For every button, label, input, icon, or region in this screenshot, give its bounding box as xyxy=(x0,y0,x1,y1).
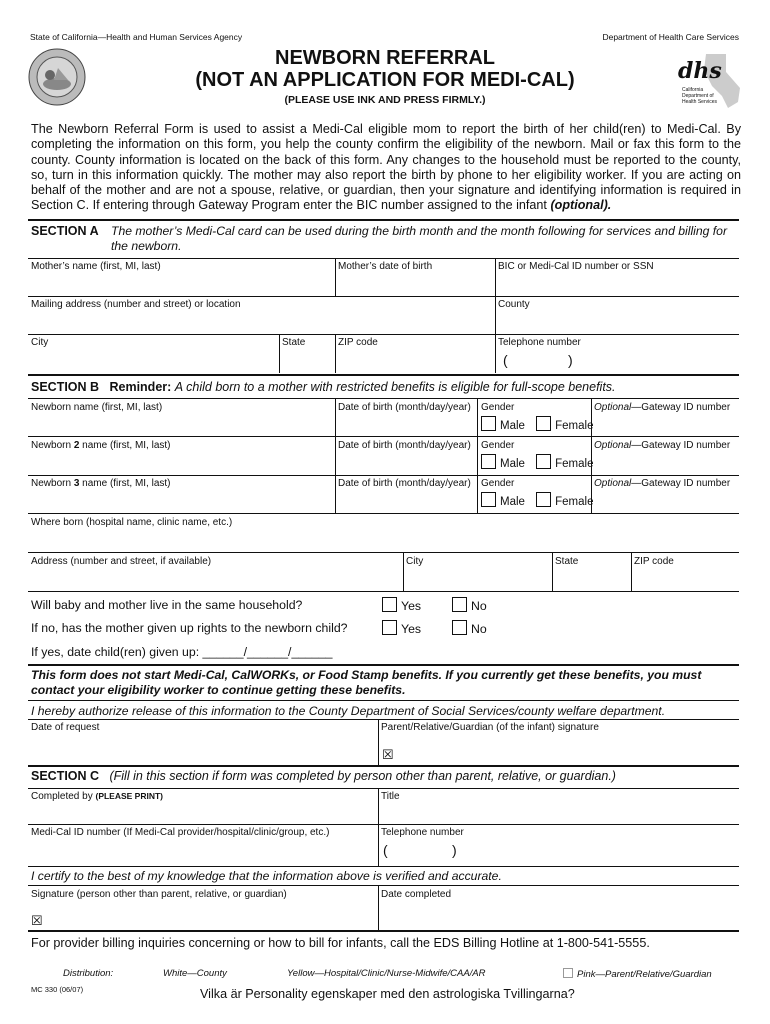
c-tel-paren-open: ( xyxy=(383,842,388,858)
newborn2-name-label: Newborn 2 name (first, MI, last) xyxy=(31,440,171,451)
q1-yes-checkbox[interactable]: Yes xyxy=(382,597,421,613)
completed-by-label: Completed by (PLEASE PRINT) xyxy=(31,791,164,802)
birth-address-field[interactable] xyxy=(30,568,400,588)
newborn2-gender-options xyxy=(481,454,594,470)
where-born-label: Where born (hospital name, clinic name, etc.) xyxy=(31,517,233,528)
newborn3-name-label: Newborn 3 name (first, MI, last) xyxy=(31,478,171,489)
pink-swatch-icon xyxy=(563,968,573,978)
male-label: Male xyxy=(500,420,525,432)
address-label: Address (number and street, if available) xyxy=(31,556,212,567)
newborn1-name-field[interactable] xyxy=(30,414,332,434)
dhs-caption: California Department of Health Services xyxy=(682,87,718,105)
authorize-text: I hereby authorize release of this information to the County Department of Social Services/county welfare department. xyxy=(31,704,666,718)
mother-name-field[interactable] xyxy=(30,272,332,294)
tel-paren-close: ) xyxy=(568,352,573,368)
intro-paragraph xyxy=(31,122,741,214)
swedish-caption: Vilka är Personality egenskaper med den astrologiska Tvillingarna? xyxy=(200,987,575,1001)
sign-here-icon: ☒ xyxy=(382,747,394,762)
birth-city-label: City xyxy=(406,556,424,567)
newborn3-female-checkbox[interactable]: Female xyxy=(536,496,593,508)
department-label: Department of Health Care Services xyxy=(602,32,739,42)
section-b-heading-line xyxy=(31,380,616,394)
section-b-heading: SECTION B xyxy=(31,380,100,394)
q1-no-checkbox[interactable]: No xyxy=(452,597,487,613)
zip-label: ZIP code xyxy=(338,337,378,348)
q2-yes-checkbox[interactable]: Yes xyxy=(382,620,421,636)
newborn2-female-checkbox[interactable]: Female xyxy=(536,458,593,470)
newborn3-dob-label: Date of birth (month/day/year) xyxy=(338,478,471,489)
section-c-heading: SECTION C xyxy=(31,769,100,783)
c-signature-field[interactable] xyxy=(30,902,375,928)
form-number: MC 330 (06/07) xyxy=(31,985,84,994)
newborn2-dob-label: Date of birth (month/day/year) xyxy=(338,440,471,451)
newborn1-female-checkbox[interactable] xyxy=(536,420,593,432)
county-field[interactable] xyxy=(497,310,737,332)
reminder-text: A child born to a mother with restricted benefits is eligible for full-scope benefits. xyxy=(174,380,616,394)
bic-field[interactable] xyxy=(497,272,737,294)
state-field[interactable] xyxy=(281,348,333,370)
newborn1-name-label: Newborn name (first, MI, last) xyxy=(31,402,163,413)
newborn1-male-checkbox[interactable] xyxy=(481,420,525,432)
distribution-white: White—County xyxy=(163,968,227,979)
mother-dob-field[interactable] xyxy=(337,272,492,294)
completed-by-field[interactable] xyxy=(30,803,375,822)
newborn2-dob-field[interactable] xyxy=(337,452,475,472)
section-a-note: The mother’s Medi-Cal card can be used during the birth month and the month following for services and billing for the newborn. xyxy=(111,224,728,253)
city-label: City xyxy=(31,337,49,348)
certify-text: I certify to the best of my knowledge that the information above is verified and accurate. xyxy=(31,869,502,883)
question-given-up-rights: If no, has the mother given up rights to the newborn child? xyxy=(31,621,348,635)
county-label: County xyxy=(498,299,530,310)
mother-dob-label: Mother’s date of birth xyxy=(338,261,433,272)
dhs-logo-text: dhs xyxy=(678,58,722,84)
bic-label: BIC or Medi-Cal ID number or SSN xyxy=(498,261,654,272)
medi-cal-id-field[interactable] xyxy=(30,839,375,863)
newborn1-gender-label: Gender xyxy=(481,402,515,413)
zip-field[interactable] xyxy=(337,348,492,370)
birth-state-field[interactable] xyxy=(554,568,628,588)
newborn3-gateway-field[interactable] xyxy=(593,490,737,510)
c-signature-label: Signature (person other than parent, relative, or guardian) xyxy=(31,889,287,900)
date-given-up[interactable]: If yes, date child(ren) given up: ______/______/______ xyxy=(31,645,333,659)
section-c-note: (Fill in this section if form was completed by person other than parent, relative, or guardian.) xyxy=(109,769,616,783)
question-same-household: Will baby and mother live in the same household? xyxy=(31,598,303,612)
birth-zip-label: ZIP code xyxy=(634,556,674,567)
form-title: NEWBORN REFERRAL xyxy=(275,47,495,69)
newborn1-dob-field[interactable] xyxy=(337,414,475,434)
newborn3-dob-field[interactable] xyxy=(337,490,475,510)
newborn2-gender-label: Gender xyxy=(481,440,515,451)
mailing-address-label: Mailing address (number and street) or location xyxy=(31,299,241,310)
newborn2-name-field[interactable] xyxy=(30,452,332,472)
newborn1-gateway-label xyxy=(594,402,730,413)
city-field[interactable] xyxy=(30,348,276,370)
newborn3-gender-label: Gender xyxy=(481,478,515,489)
tel-paren-open: ( xyxy=(503,352,508,368)
title-field[interactable] xyxy=(380,803,737,822)
newborn2-gateway-label: Optional—Gateway ID number xyxy=(594,440,731,451)
birth-state-label: State xyxy=(555,556,579,567)
medi-cal-id-label: Medi-Cal ID number (If Medi-Cal provider/hospital/clinic/group, etc.) xyxy=(31,827,330,838)
agency-label: State of California—Health and Human Services Agency xyxy=(30,32,243,42)
date-of-request-field[interactable] xyxy=(30,735,375,761)
newborn3-name-field[interactable] xyxy=(30,490,332,510)
intro-optional: (optional). xyxy=(550,198,612,213)
where-born-field[interactable] xyxy=(30,530,736,550)
distribution-yellow: Yellow—Hospital/Clinic/Nurse-Midwife/CAA/AR xyxy=(287,968,486,979)
benefits-notice: This form does not start Medi-Cal, CalWORKs, or Food Stamp benefits. If you currently get these benefits, you must contact your eligibility worker to continue getting these benefits. xyxy=(31,668,702,697)
distribution-label: Distribution: xyxy=(63,968,114,979)
birth-zip-field[interactable] xyxy=(633,568,737,588)
date-of-request-label: Date of request xyxy=(31,722,100,733)
intro-text: The Newborn Referral Form is used to assist a Medi-Cal eligible mom to report the birth of her child(ren) to Medi-Cal. By completing the information on this form, you help the county confirm the eligibility of the newborn. Mail or fax this form to the county. County information is located on the back of this form. Any changes to the household must be reported to the county, so, turn in this information quickly. The mother may also report the birth by phone to her eligibility worker. If you are acting on behalf of the mother and are not a spouse, relative, or guardian, then your signature and identifying information is required in Section C. If entering through Gateway Program enter the BIC number assigned to the infant xyxy=(31,122,741,213)
date-completed-label: Date completed xyxy=(381,889,452,900)
c-tel-paren-close: ) xyxy=(452,842,457,858)
female-label: Female xyxy=(555,420,594,432)
state-label: State xyxy=(282,337,306,348)
telephone-label: Telephone number xyxy=(498,337,581,348)
date-completed-field[interactable] xyxy=(380,902,737,928)
dhs-logo xyxy=(668,52,744,110)
newborn1-gender-options xyxy=(481,416,594,432)
billing-hotline: For provider billing inquiries concerning or how to bill for infants, call the EDS Billing Hotline at 1-800-541-5555. xyxy=(31,936,650,950)
telephone-field[interactable] xyxy=(497,348,737,370)
newborn3-male-checkbox[interactable]: Male xyxy=(481,496,525,508)
newborn2-male-checkbox[interactable]: Male xyxy=(481,458,525,470)
section-a-heading: SECTION A xyxy=(31,224,99,238)
parent-signature-label: Parent/Relative/Guardian (of the infant) signature xyxy=(381,722,599,733)
newborn1-gateway-field[interactable] xyxy=(593,414,737,434)
newborn2-gateway-field[interactable] xyxy=(593,452,737,472)
gateway-text: —Gateway ID number xyxy=(631,402,731,413)
section-c-heading-line xyxy=(31,769,616,783)
c-telephone-field[interactable] xyxy=(380,839,737,863)
newborn3-gender-options xyxy=(481,492,594,508)
optional-word: Optional xyxy=(594,402,632,413)
c-sign-here-icon: ☒ xyxy=(31,913,43,928)
c-telephone-label: Telephone number xyxy=(381,827,464,838)
mother-name-label: Mother’s name (first, MI, last) xyxy=(31,261,161,272)
reminder-label: Reminder: xyxy=(109,380,172,394)
mailing-address-field[interactable] xyxy=(30,310,492,332)
birth-city-field[interactable] xyxy=(405,568,549,588)
newborn1-dob-label: Date of birth (month/day/year) xyxy=(338,402,471,413)
q2-no-checkbox[interactable]: No xyxy=(452,620,487,636)
distribution-pink: Pink—Parent/Relative/Guardian xyxy=(563,968,712,980)
newborn3-gateway-label: Optional—Gateway ID number xyxy=(594,478,731,489)
title-label: Title xyxy=(381,791,400,802)
parent-signature-field[interactable] xyxy=(380,735,737,761)
form-subtitle: (NOT AN APPLICATION FOR MEDI-CAL) xyxy=(195,69,575,91)
ink-instruction: (PLEASE USE INK AND PRESS FIRMLY.) xyxy=(284,94,486,106)
